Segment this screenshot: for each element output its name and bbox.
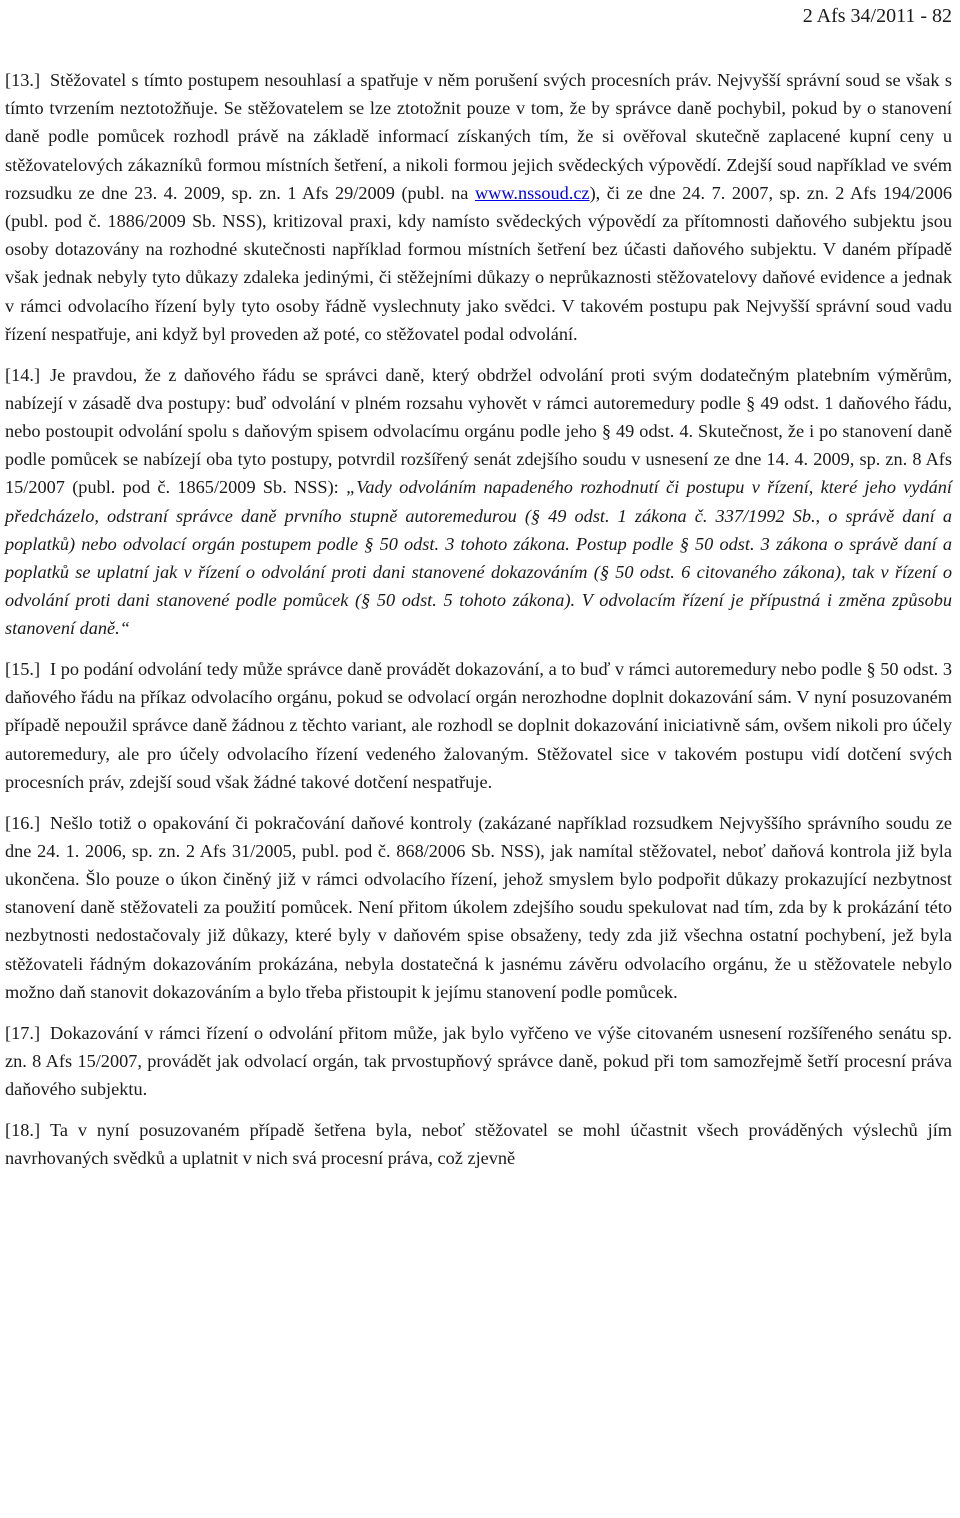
paragraph-number: [16.] [5,812,41,833]
paragraph-text: Stěžovatel s tímto postupem nesouhlasí a spatřuje v něm porušení svých procesních práv. Nejvyšší správní soud se však s tímto tvrzením neztotožňuje. Se stěžovatelem se lze ztotožnit pouze v tom, že by správce daně pochybil, pokud by o stanovení daně podle pomůcek rozhodl právě na základě informací získaných tím, že si ověřoval skutečně zaplacené kupní ceny u stěžovatelových zákazníků formou místních šetření, a nikoli formou jejich svědeckých výpovědí. Zdejší soud například ve svém rozsudku ze dne 23. 4. 2009, sp. zn. 1 Afs 29/2009 (publ. na [5,70,952,203]
nssoud-link[interactable]: www.nssoud.cz [474,182,590,203]
paragraph-text: Dokazování v rámci řízení o odvolání přitom může, jak bylo vyřčeno ve výše citovaném usnesení rozšířeného senátu sp. zn. 8 Afs 15/2007, provádět jak odvolací orgán, tak prvostupňový správce daně, pokud při tom samozřejmě šetří procesní práva daňového subjektu. [5,1022,952,1099]
paragraph-text: Nešlo totiž o opakování či pokračování daňové kontroly (zakázané například rozsudkem Nejvyššího správního soudu ze dne 24. 1. 2006, sp. zn. 2 Afs 31/2005, publ. pod č. 868/2006 Sb. NSS), jak namítal stěžovatel, neboť daňová kontrola již byla ukončena. Šlo pouze o úkon činěný již v rámci odvolacího řízení, jehož smyslem bylo podpořit důkazy prokazující nezbytnost stanovení daně stěžovateli za použití pomůcek. Není přitom úkolem zdejšího soudu spekulovat nad tím, zda by k prokázání této nezbytnosti nedostačovaly již důkazy, které byly v daňovém spise obsaženy, tedy zda již všechna ostatní pochybení, jež byla stěžovateli řádným dokazováním prokázána, nebyla dostatečná k jasnému závěru odvolacího orgánu, že u stěžovatele nebylo možno daň stanovit dokazováním a bylo třeba přistoupit k jejímu stanovení podle pomůcek. [5,812,952,1002]
paragraph-text: Ta v nyní posuzovaném případě šetřena byla, neboť stěžovatel se mohl účastnit všech prováděných výslechů jím navrhovaných svědků a uplatnit v nich svá procesní práva, což zjevně [5,1119,952,1168]
paragraph-number: [17.] [5,1022,41,1043]
paragraph-number: [15.] [5,659,41,680]
paragraph-number: [13.] [5,70,41,90]
paragraph-text-continued: ), či ze dne 24. 7. 2007, sp. zn. 2 Afs 194/2006 (publ. pod č. 1886/2009 Sb. NSS), kritizoval praxi, kdy namísto svědeckých výpovědí za přítomnosti daňového subjektu jsou osoby dotazovány na rozhodné skutečnosti například formou místních šetření bez účasti daňového subjektu. V daném případě však jednak nebyly tyto důkazy zdaleka jedinými, či stěžejními důkazy o neprůkaznosti stěžovatelovy daňové evidence a jednak v rámci odvolacího řízení byly tyto osoby řádně vyslechnuty jako svědci. V takovém postupu pak Nejvyšší správní soud vadu řízení nespatřuje, ani když byl proveden až poté, co stěžovatel podal odvolání. [5,182,952,344]
paragraph-15 [5,655,952,796]
paragraph-number: [14.] [5,364,41,385]
paragraph-14 [5,361,952,643]
paragraph-13 [5,66,952,348]
paragraph-17 [5,1019,952,1104]
paragraph-text: I po podání odvolání tedy může správce daně provádět dokazování, a to buď v rámci autoremedury nebo podle § 50 odst. 3 daňového řádu na příkaz odvolacího orgánu, pokud se odvolací orgán nerozhodne doplnit dokazování sám. V nyní posuzovaném případě nepoužil správce daně žádnou z těchto variant, ale rozhodl se doplnit dokazování iniciativně sám, ovšem nikoli pro účely autoremedury, ale pro účely odvolacího řízení vedeného žalovaným. Stěžovatel sice v takovém postupu vidí dotčení svých procesních práv, zdejší soud však žádné takové dotčení nespatřuje. [5,659,952,792]
case-number-header: 2 Afs 34/2011 - 82 [802,5,952,27]
italic-quote: „Vady odvoláním napadeného rozhodnutí či postupu v řízení, které jeho vydání předcházelo, odstraní správce daně prvního stupně autoremedurou (§ 49 odst. 1 zákona č. 337/1992 Sb., o správě daní a poplatků) nebo odvolací orgán postupem podle § 50 odst. 3 tohoto zákona. Postup podle § 50 odst. 3 zákona o správě daní a poplatků se uplatní jak v řízení o odvolání proti dani stanovené dokazováním (§ 50 odst. 6 citovaného zákona), tak v řízení o odvolání proti dani stanovené podle pomůcek (§ 50 odst. 5 tohoto zákona). V odvolacím řízení je přípustná i změna způsobu stanovení daně.“ [5,477,952,639]
paragraph-text: Je pravdou, že z daňového řádu se správci daně, který obdržel odvolání proti svým dodatečným platebním výměrům, nabízejí v zásadě dva postupy: buď odvolání v plném rozsahu vyhovět v rámci autoremedury podle § 49 odst. 1 daňového řádu, nebo postoupit odvolání spolu s daňovým spisem odvolacímu orgánu podle jeho § 49 odst. 4. Skutečnost, že i po stanovení daně podle pomůcek se nabízejí oba tyto postupy, potvrdil rozšířený senát zdejšího soudu v usnesení ze dne 14. 4. 2009, sp. zn. 8 Afs 15/2007 (publ. pod č. 1865/2009 Sb. NSS): [5,364,952,498]
paragraph-18 [5,1116,952,1172]
paragraph-16 [5,809,952,1006]
paragraph-number: [18.] [5,1119,41,1140]
document-body [5,66,952,1185]
